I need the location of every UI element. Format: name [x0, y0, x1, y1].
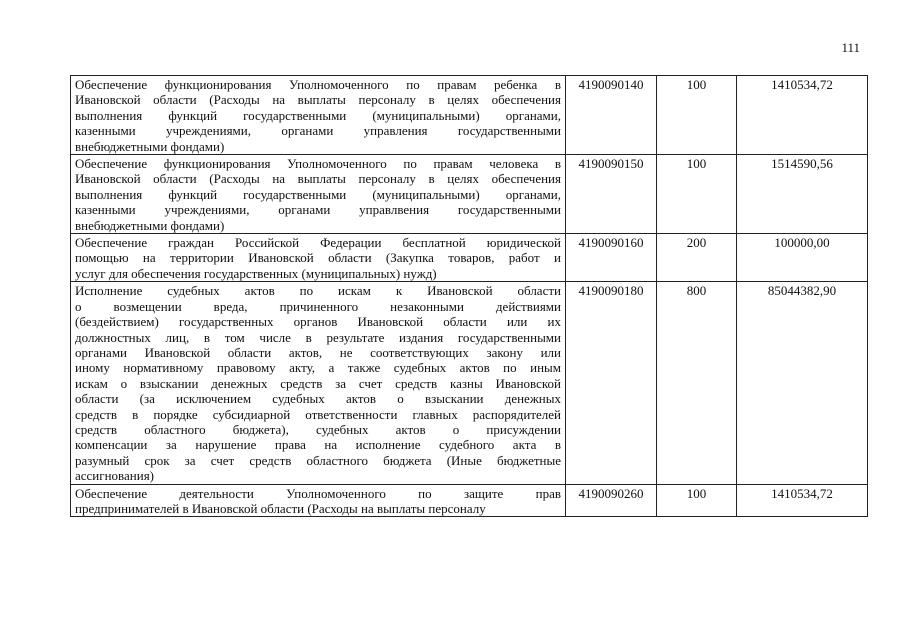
- expense-name-cell: [71, 155, 566, 234]
- expense-name-line: органами Ивановской области актов, не соответствующих закону или: [75, 344, 561, 360]
- expense-name-line: Обеспечение функционирования Уполномоченного по правам ребенка в: [75, 77, 561, 92]
- budget-table: [70, 75, 868, 517]
- expense-kind-cell: 200: [657, 234, 737, 282]
- expense-name-line: Обеспечение деятельности Уполномоченного по защите прав: [75, 485, 561, 501]
- target-article-code-cell: 4190090150: [566, 155, 657, 234]
- budget-table-body: [71, 76, 868, 517]
- expense-name-cell: [71, 234, 566, 282]
- expense-name-cell: [71, 484, 566, 517]
- expense-name-line: Обеспечение граждан Российской Федерации бесплатной юридической: [75, 235, 561, 251]
- expense-name-line: выполнения функций государственными (муниципальными) органами,: [75, 186, 561, 202]
- expense-name-cell: [71, 76, 566, 155]
- expense-name-line: области (за исключением судебных актов о взыскании денежных: [75, 391, 561, 407]
- expense-name-line: выполнения функций государственными (муниципальными) органами,: [75, 107, 561, 123]
- expense-name-line: внебюджетными фондами): [75, 217, 225, 233]
- expense-kind-cell: 100: [657, 155, 737, 234]
- expense-kind-cell: 100: [657, 76, 737, 155]
- expense-name-line: казенными учреждениями, органами управления государственными: [75, 123, 561, 139]
- expense-name-line: разумный срок за счет средств областного бюджета (Иные бюджетные: [75, 452, 561, 468]
- target-article-code-cell: 4190090260: [566, 484, 657, 517]
- amount-cell: 1514590,56: [737, 155, 868, 234]
- expense-name-line: Обеспечение функционирования Уполномоченного по правам человека в: [75, 156, 561, 172]
- expense-name-line: иному нормативному правовому акту, а также судебных актов по иным: [75, 360, 561, 376]
- expense-name-line: искам о взыскании денежных средств за счет средств казны Ивановской: [75, 375, 561, 391]
- expense-name-line: казенными учреждениями, органами управлвения государственными: [75, 202, 561, 218]
- target-article-code-cell: 4190090160: [566, 234, 657, 282]
- target-article-code-cell: 4190090140: [566, 76, 657, 155]
- expense-name-line: Ивановской области (Расходы на выплаты персоналу в целях обеспечения: [75, 171, 561, 187]
- expense-name-line: ассигнования): [75, 468, 155, 484]
- expense-name-line: о возмещении вреда, причиненного незаконными действиями: [75, 298, 561, 314]
- expense-name-line: Ивановской области (Расходы на выплаты персоналу в целях обеспечения: [75, 92, 561, 108]
- table-row: [71, 155, 868, 234]
- expense-name-line: должностных лиц, в том числе в результате издания государственными: [75, 329, 561, 345]
- expense-name-line: Исполнение судебных актов по искам к Ивановской области: [75, 283, 561, 299]
- table-row: [71, 76, 868, 155]
- expense-name-cell: [71, 282, 566, 484]
- amount-cell: 100000,00: [737, 234, 868, 282]
- amount-cell: 1410534,72: [737, 76, 868, 155]
- expense-name-line: помощью на территории Ивановской области (Закупка товаров, работ и: [75, 250, 561, 266]
- expense-name-line: предпринимателей в Ивановской области (Расходы на выплаты персоналу: [75, 500, 486, 516]
- expense-name-line: средств областного бюджета), судебных актов о присуждении: [75, 421, 561, 437]
- expense-name-line: внебюджетными фондами): [75, 138, 225, 154]
- amount-cell: 1410534,72: [737, 484, 868, 517]
- amount-cell: 85044382,90: [737, 282, 868, 484]
- table-row: [71, 484, 868, 517]
- expense-kind-cell: 100: [657, 484, 737, 517]
- expense-kind-cell: 800: [657, 282, 737, 484]
- expense-name-line: (бездействием) государственных органов Ивановской области или их: [75, 314, 561, 330]
- table-row: [71, 234, 868, 282]
- expense-name-line: компенсации за нарушение права на исполнение судебного акта в: [75, 437, 561, 453]
- table-row: [71, 282, 868, 484]
- expense-name-line: средств в порядке субсидиарной ответственности главных распорядителей: [75, 406, 561, 422]
- expense-name-line: услуг для обеспечения государственных (муниципальных) нужд): [75, 265, 437, 281]
- target-article-code-cell: 4190090180: [566, 282, 657, 484]
- page-number: 111: [841, 40, 860, 55]
